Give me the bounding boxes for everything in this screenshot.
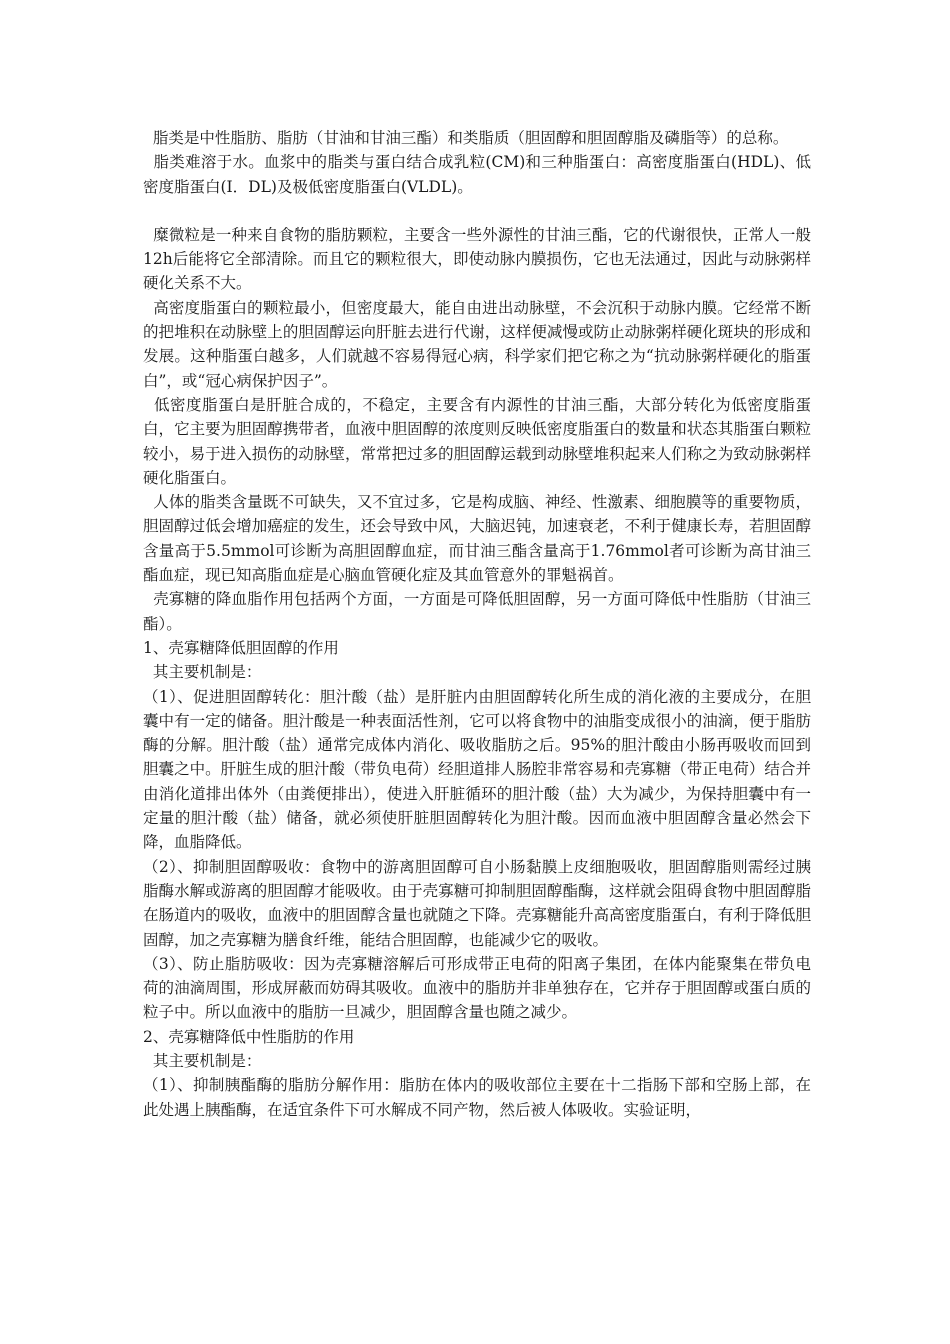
- paragraph: （3）、防止脂肪吸收：因为壳寡糖溶解后可形成带正电荷的阳离子集团，在体内能聚集在带负电荷的油滴周围，形成屏蔽而妨碍其吸收。血液中的脂肪并非单独存在，它并存于胆固醇或蛋白质的粒子中。所以血液中的脂肪一旦减少，胆固醇含量也随之减少。: [143, 954, 811, 1022]
- paragraph: （1）、抑制胰酯酶的脂肪分解作用：脂肪在体内的吸收部位主要在十二指肠下部和空肠上部，在此处遇上胰酯酶，在适宜条件下可水解成不同产物，然后被人体吸收。实验证明，: [143, 1076, 811, 1119]
- paragraph: 人体的脂类含量既不可缺失，又不宜过多，它是构成脑、神经、性激素、细胞膜等的重要物质，胆固醇过低会增加癌症的发生，还会导致中风，大脑迟钝，加速衰老，不利于健康长寿，若胆固醇含量高于5.5mmol可诊断为高胆固醇血症，而甘油三酯含量高于1.76mmol者可诊断为高甘油三酯血症，现已知高脂血症是心脑血管硬化症及其血管意外的罪魁祸首。: [143, 493, 811, 585]
- paragraph: 壳寡糖的降血脂作用包括两个方面，一方面是可降低胆固醇，另一方面可降低中性脂肪（甘油三酯）。: [143, 590, 811, 633]
- paragraph: （2）、抑制胆固醇吸收：食物中的游离胆固醇可自小肠黏膜上皮细胞吸收，胆固醇脂则需经过胰脂酶水解或游离的胆固醇才能吸收。由于壳寡糖可抑制胆固醇酯酶，这样就会阻碍食物中胆固醇脂在肠道内的吸收，血液中的胆固醇含量也就随之下降。壳寡糖能升高高密度脂蛋白，有利于降低胆固醇，加之壳寡糖为膳食纤维，能结合胆固醇，也能减少它的吸收。: [143, 857, 811, 949]
- paragraph-gap: [143, 199, 811, 223]
- paragraph: 其主要机制是：: [143, 663, 262, 682]
- paragraph: （1）、促进胆固醇转化：胆汁酸（盐）是肝脏内由胆固醇转化所生成的消化液的主要成分，在胆囊中有一定的储备。胆汁酸是一种表面活性剂，它可以将食物中的油脂变成很小的油滴，便于脂肪酶的分解。胆汁酸（盐）通常完成体内消化、吸收脂肪之后。95%的胆汁酸由小肠再吸收而回到胆囊之中。肝脏生成的胆汁酸（带负电荷）经胆道排人肠腔非常容易和壳寡糖（带正电荷）结合并由消化道排出体外（由粪便排出），使进入肝脏循环的胆汁酸（盐）大为减少，为保持胆囊中有一定量的胆汁酸（盐）储备，就必须使肝脏胆固醇转化为胆汁酸。因而血液中胆固醇含量必然会下降，血脂降低。: [143, 687, 811, 852]
- paragraph: 脂类是中性脂肪、脂肪（甘油和甘油三酯）和类脂质（胆固醇和胆固醇脂及磷脂等）的总称。: [143, 129, 789, 147]
- paragraph: 高密度脂蛋白的颗粒最小，但密度最大，能自由进出动脉壁，不会沉积于动脉内膜。它经常不断的把堆积在动脉壁上的胆固醇运向肝脏去进行代谢，这样便减慢或防止动脉粥样硬化斑块的形成和发展。这种脂蛋白越多，人们就越不容易得冠心病，科学家们把它称之为“抗动脉粥样硬化的脂蛋白”，或“冠心病保护因子”。: [143, 298, 811, 390]
- paragraph: 其主要机制是：: [143, 1051, 262, 1070]
- section-heading: 1、壳寡糖降低胆固醇的作用: [143, 638, 339, 657]
- section-heading: 2、壳寡糖降低中性脂肪的作用: [143, 1027, 355, 1046]
- paragraph: 脂类难溶于水。血浆中的脂类与蛋白结合成乳粒(CM)和三种脂蛋白：高密度脂蛋白(HDL)、低密度脂蛋白(I．DL)及极低密度脂蛋白(VLDL)。: [143, 153, 811, 196]
- paragraph: 糜微粒是一种来自食物的脂肪颗粒，主要含一些外源性的甘油三酯，它的代谢很快，正常人一般12h后能将它全部清除。而且它的颗粒很大，即使动脉内膜损伤，它也无法通过，因此与动脉粥样硬化关系不大。: [143, 225, 811, 293]
- document-body: [143, 126, 811, 1122]
- paragraph: 低密度脂蛋白是肝脏合成的，不稳定，主要含有内源性的甘油三酯，大部分转化为低密度脂蛋白，它主要为胆固醇携带者，血液中胆固醇的浓度则反映低密度脂蛋白的数量和状态其脂蛋白颗粒较小，易于进入损伤的动脉壁，常常把过多的胆固醇运载到动脉壁堆积起来人们称之为致动脉粥样硬化脂蛋白。: [143, 395, 811, 487]
